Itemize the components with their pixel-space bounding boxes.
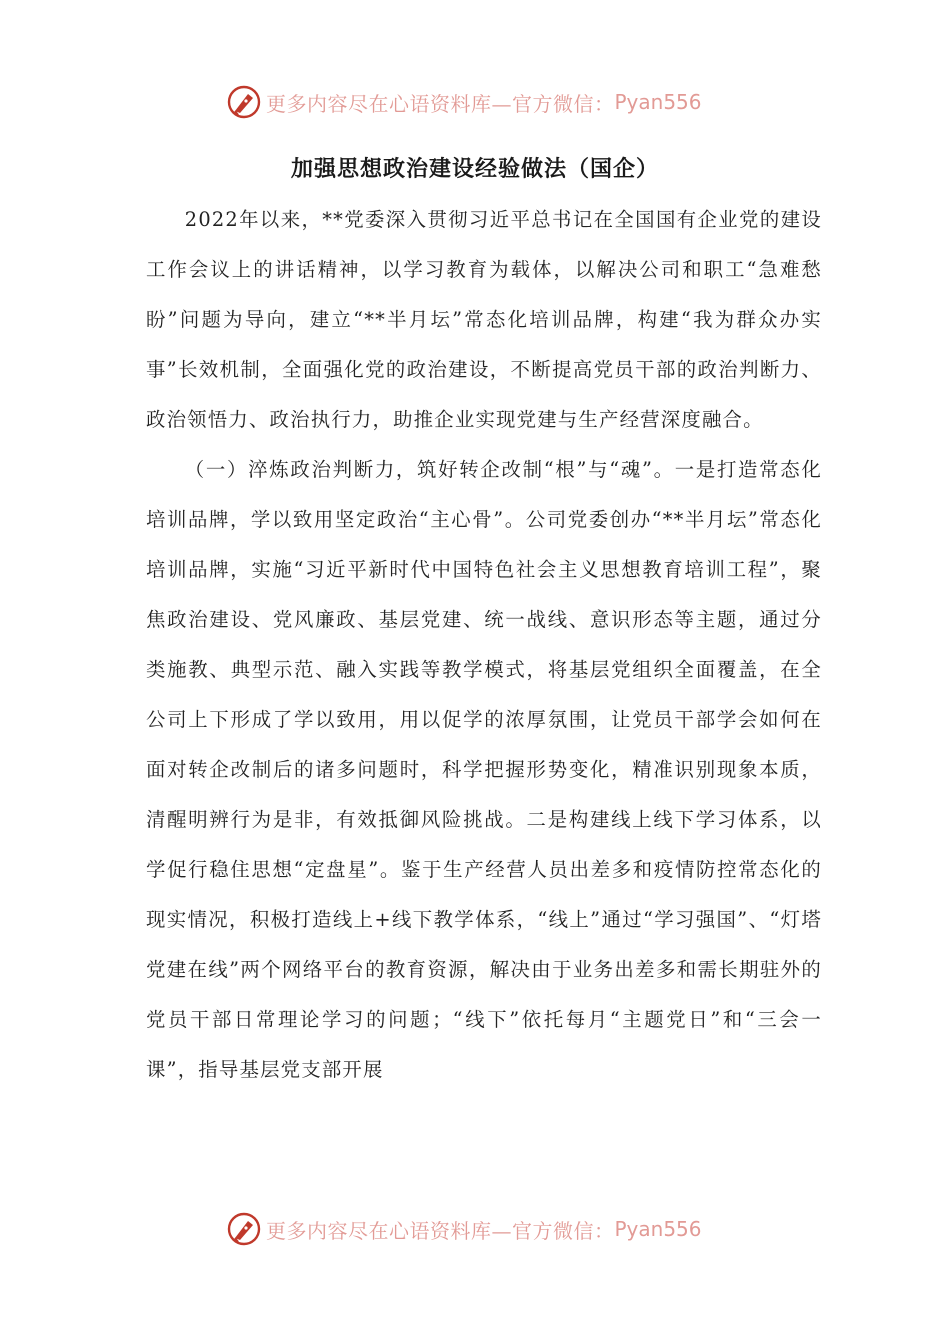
watermark-wechat-id: Pyan556: [614, 1217, 702, 1241]
watermark-banner-bottom: [226, 1209, 702, 1249]
paragraph-section-1: （一）淬炼政治判断力，筑好转企改制“根”与“魂”。一是打造常态化培训品牌，学以致用坚定政治“主心骨”。公司党委创办“**半月坛”常态化培训品牌，实施“习近平新时代中国特色社会主义思想教育培训工程”，聚焦政治建设、党风廉政、基层党建、统一战线、意识形态等主题，通过分类施教、典型示范、融入实践等教学模式，将基层党组织全面覆盖，在全公司上下形成了学以致用，用以促学的浓厚氛围，让党员干部学会如何在面对转企改制后的诸多问题时，科学把握形势变化，精准识别现象本质，清醒明辨行为是非，有效抵御风险挑战。二是构建线上线下学习体系，以学促行稳住思想“定盘星”。鉴于生产经营人员出差多和疫情防控常态化的现实情况，积极打造线上+线下教学体系，“线上”通过“学习强国”、“灯塔党建在线”两个网络平台的教育资源，解决由于业务出差多和需长期驻外的党员干部日常理论学习的问题；“线下”依托每月“主题党日”和“三会一课”，指导基层党支部开展: [146, 458, 822, 1081]
pen-nib-logo-icon: [226, 1211, 262, 1247]
watermark-text: 更多内容尽在心语资料库—官方微信：: [266, 91, 615, 116]
watermark-banner-top: [226, 82, 702, 122]
pen-nib-logo-icon: [226, 84, 262, 120]
watermark-wechat-id: Pyan556: [614, 90, 702, 114]
paragraph-intro: 2022年以来，**党委深入贯彻习近平总书记在全国国有企业党的建设工作会议上的讲话精神，以学习教育为载体，以解决公司和职工“急难愁盼”问题为导向，建立“**半月坛”常态化培训品牌，构建“我为群众办实事”长效机制，全面强化党的政治建设，不断提高党员干部的政治判断力、政治领悟力、政治执行力，助推企业实现党建与生产经营深度融合。: [146, 208, 822, 431]
document-title: 加强思想政治建设经验做法（国企）: [290, 157, 659, 182]
document-body: [146, 195, 822, 1095]
watermark-text: 更多内容尽在心语资料库—官方微信：: [266, 1218, 615, 1243]
